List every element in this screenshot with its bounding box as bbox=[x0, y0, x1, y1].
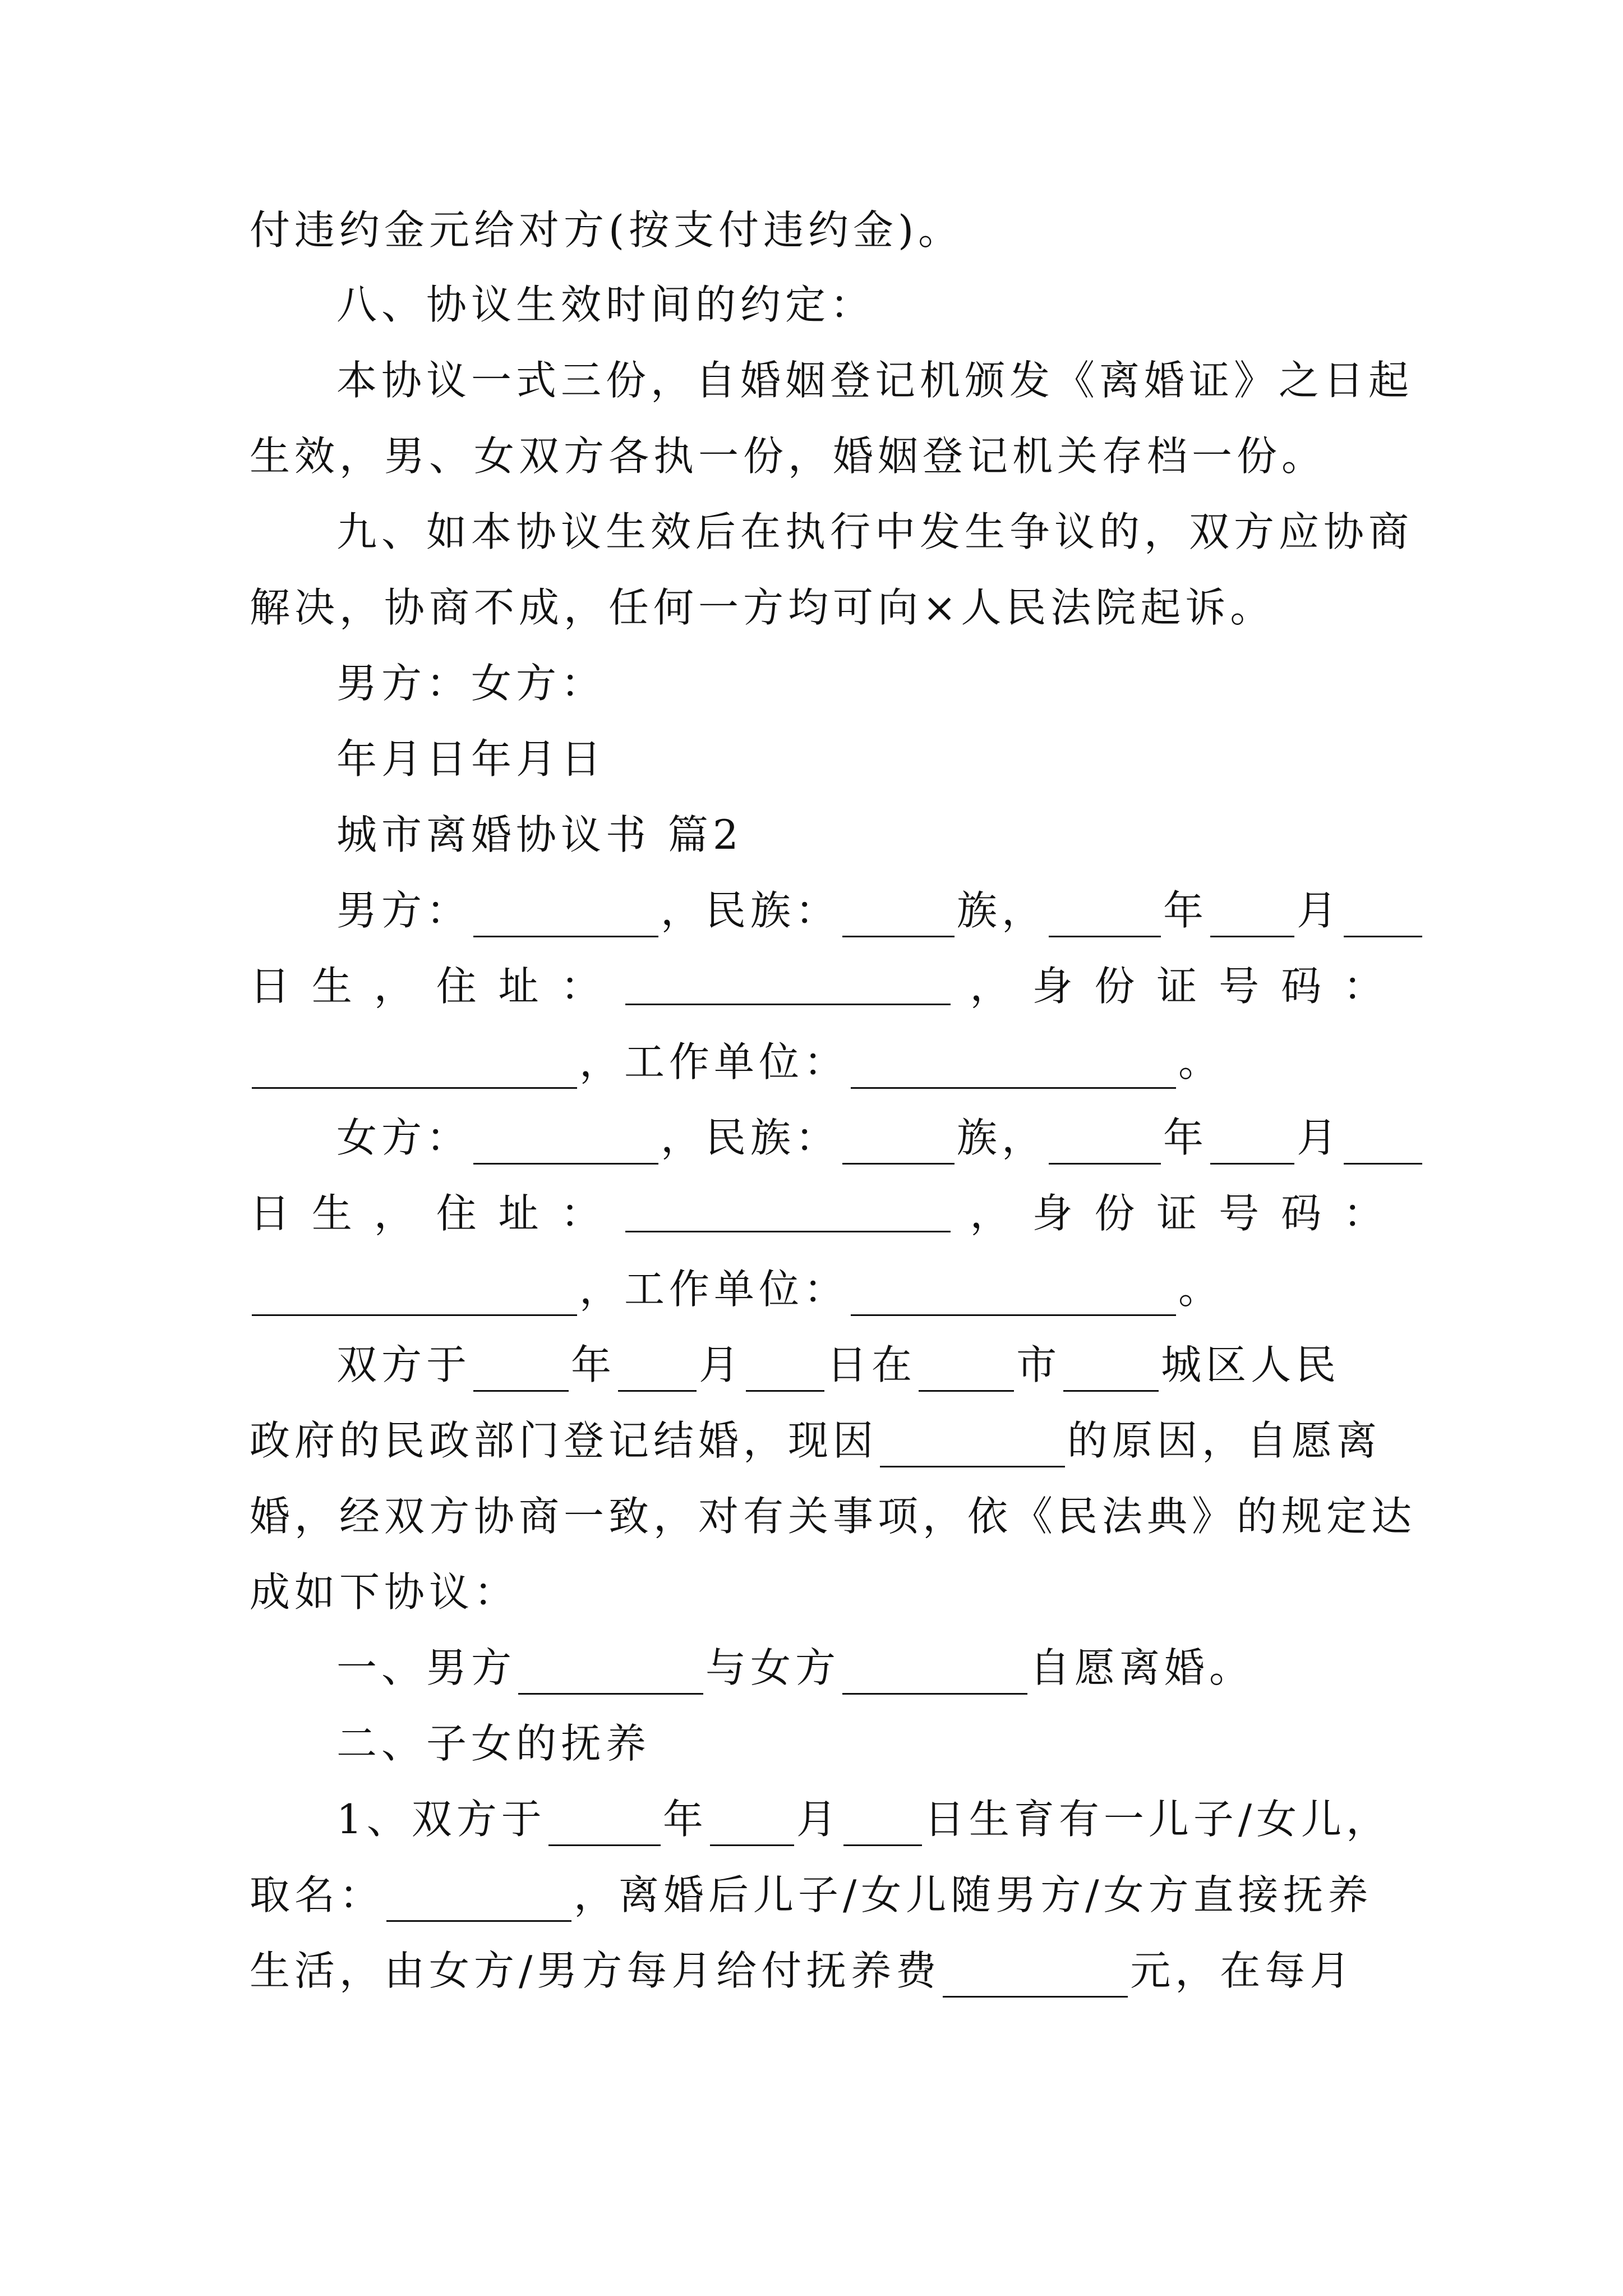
city-blank[interactable] bbox=[919, 1354, 1014, 1392]
paragraph-line: 九、如本协议生效后在执行中发生争议的，双方应协商 bbox=[336, 508, 1414, 555]
ethnicity-blank[interactable] bbox=[842, 1127, 955, 1165]
text: 生活，由女方/男方每月给付抚养费 bbox=[250, 1947, 941, 1994]
month-label: 月 bbox=[1297, 887, 1342, 934]
birth-suffix: 日 生 ， bbox=[250, 963, 419, 1010]
text: 与女方 bbox=[706, 1644, 841, 1691]
text: 1、双方于 bbox=[336, 1796, 546, 1843]
female-work-line bbox=[250, 1262, 1223, 1316]
birth-month-blank[interactable] bbox=[1210, 1127, 1294, 1165]
period: 。 bbox=[1178, 1038, 1224, 1085]
day-blank[interactable] bbox=[843, 1809, 922, 1846]
text: 一、男方 bbox=[336, 1644, 517, 1691]
text: 的原因，自愿离 bbox=[1067, 1417, 1382, 1464]
text: 自愿离婚。 bbox=[1030, 1644, 1255, 1691]
district-blank[interactable] bbox=[1063, 1354, 1159, 1392]
paragraph-line: 生效，男、女双方各执一份，婚姻登记机关存档一份。 bbox=[250, 432, 1327, 480]
marriage-line-2 bbox=[250, 1414, 1381, 1467]
text: 市 bbox=[1016, 1341, 1062, 1388]
female-name-blank[interactable] bbox=[842, 1657, 1027, 1695]
zu-label: 族， bbox=[957, 1114, 1047, 1161]
female-name-blank[interactable] bbox=[473, 1127, 658, 1165]
clause-2-line-2 bbox=[250, 1868, 1373, 1922]
section-heading: 八、协议生效时间的约定： bbox=[336, 281, 875, 328]
day-blank[interactable] bbox=[746, 1354, 824, 1392]
birth-month-blank[interactable] bbox=[1210, 900, 1294, 937]
text: ，离婚后儿子/女儿随男方/女方直接抚养 bbox=[574, 1871, 1373, 1918]
signature-line: 男方：女方： bbox=[336, 660, 606, 707]
text: 元，在每月 bbox=[1130, 1947, 1355, 1994]
month-blank[interactable] bbox=[618, 1354, 697, 1392]
female-party-line bbox=[336, 1111, 1424, 1165]
year-blank[interactable] bbox=[548, 1809, 661, 1846]
marriage-line-3: 婚，经双方协商一致，对有关事项，依《民法典》的规定达 bbox=[250, 1493, 1417, 1540]
male-work-line bbox=[250, 1035, 1223, 1089]
text: 双方于 bbox=[336, 1341, 472, 1388]
id-label: 身 份 证 号 码 ： bbox=[1032, 1190, 1388, 1237]
work-unit-blank[interactable] bbox=[851, 1278, 1176, 1316]
text: 年 bbox=[662, 1796, 708, 1843]
paragraph-line: 付违约金元给对方(按支付违约金)。 bbox=[250, 206, 963, 254]
clause-2-line-1 bbox=[336, 1792, 1391, 1846]
id-number-blank[interactable] bbox=[252, 1278, 577, 1316]
male-label: 男方： bbox=[336, 887, 472, 934]
text: 日生育有一儿子/女儿， bbox=[924, 1796, 1391, 1843]
marriage-line-4: 成如下协议： bbox=[250, 1568, 519, 1616]
text: 城区人民 bbox=[1161, 1341, 1341, 1388]
birth-day-blank[interactable] bbox=[1344, 900, 1422, 937]
birth-year-blank[interactable] bbox=[1049, 900, 1161, 937]
year-label: 年 bbox=[1163, 887, 1209, 934]
paragraph-line: 本协议一式三份，自婚姻登记机颁发《离婚证》之日起 bbox=[336, 357, 1414, 404]
work-label: ，工作单位： bbox=[579, 1038, 849, 1085]
text: 政府的民政部门登记结婚，现因 bbox=[250, 1417, 878, 1464]
text: 日在 bbox=[827, 1341, 917, 1388]
year-blank[interactable] bbox=[473, 1354, 569, 1392]
birth-day-blank[interactable] bbox=[1344, 1127, 1422, 1165]
female-label: 女方： bbox=[336, 1114, 472, 1161]
reason-blank[interactable] bbox=[880, 1430, 1065, 1467]
male-party-line bbox=[336, 884, 1424, 937]
support-amount-blank[interactable] bbox=[943, 1960, 1128, 1998]
date-line: 年月日年月日 bbox=[336, 735, 606, 783]
child-name-blank[interactable] bbox=[386, 1884, 571, 1922]
address-label: 住 址 ： bbox=[436, 1190, 606, 1237]
text: 月 bbox=[699, 1341, 744, 1388]
month-blank[interactable] bbox=[710, 1809, 794, 1846]
id-number-blank[interactable] bbox=[252, 1051, 577, 1089]
paragraph-line: 解决，协商不成，任何一方均可向×人民法院起诉。 bbox=[250, 584, 1275, 631]
male-name-blank[interactable] bbox=[473, 900, 658, 937]
ethnicity-label: ，民族： bbox=[661, 1114, 841, 1161]
period: 。 bbox=[1178, 1266, 1224, 1313]
clause-2-title: 二、子女的抚养 bbox=[336, 1720, 651, 1767]
address-blank[interactable] bbox=[625, 968, 951, 1005]
text: 取名： bbox=[250, 1871, 385, 1918]
address-label: 住 址 ： bbox=[436, 963, 606, 1010]
birth-year-blank[interactable] bbox=[1049, 1127, 1161, 1165]
male-name-blank[interactable] bbox=[518, 1657, 703, 1695]
ethnicity-blank[interactable] bbox=[842, 900, 955, 937]
address-blank[interactable] bbox=[625, 1195, 951, 1232]
comma: ， bbox=[970, 1190, 1015, 1237]
section-title: 城市离婚协议书 篇2 bbox=[336, 811, 743, 858]
year-label: 年 bbox=[1163, 1114, 1209, 1161]
zu-label: 族， bbox=[957, 887, 1047, 934]
clause-2-line-3 bbox=[250, 1944, 1354, 1998]
text: 年 bbox=[571, 1341, 616, 1388]
birth-suffix: 日 生 ， bbox=[250, 1190, 419, 1237]
month-label: 月 bbox=[1297, 1114, 1342, 1161]
id-label: 身 份 证 号 码 ： bbox=[1032, 963, 1388, 1010]
female-address-line bbox=[250, 1186, 1388, 1240]
clause-1 bbox=[336, 1641, 1254, 1695]
text: 月 bbox=[796, 1796, 841, 1843]
male-address-line bbox=[250, 959, 1388, 1013]
marriage-line-1 bbox=[336, 1338, 1340, 1392]
work-label: ，工作单位： bbox=[579, 1266, 849, 1313]
work-unit-blank[interactable] bbox=[851, 1051, 1176, 1089]
ethnicity-label: ，民族： bbox=[661, 887, 841, 934]
comma: ， bbox=[970, 963, 1015, 1010]
